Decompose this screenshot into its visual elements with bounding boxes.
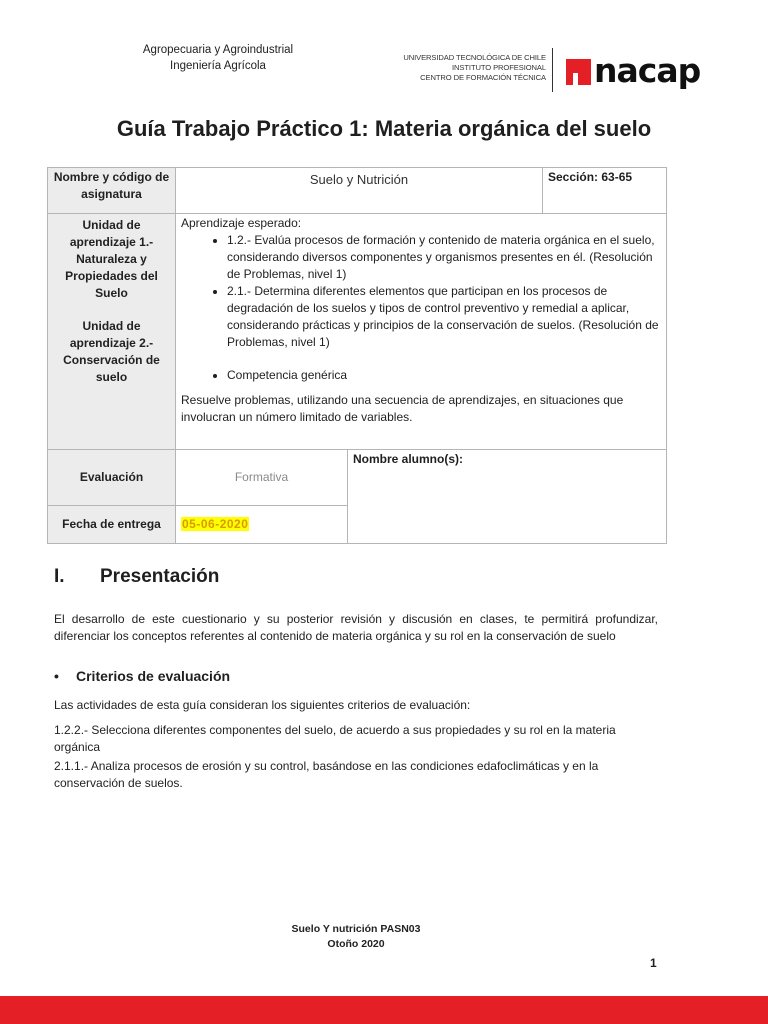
footer-course-code: Suelo Y nutrición PASN03 — [291, 923, 421, 935]
competence-text: Resuelve problemas, utilizando una secuencia de aprendizajes, en situaciones que involucran un número limitado de variables. — [181, 393, 624, 424]
page-number: 1 — [650, 956, 657, 970]
inacap-logo — [566, 51, 706, 91]
due-date-value: 05-06-2020 — [182, 517, 249, 531]
subject-value: Suelo y Nutrición — [176, 168, 543, 214]
expected-learning-cell — [176, 214, 667, 450]
department-name: Agropecuaria y Agroindustrial — [142, 44, 294, 56]
criteria-item-2: 2.1.1.- Analiza procesos de erosión y su control, basándose en las condiciones edafoclimáticas y en la conservación de suelos. — [54, 759, 599, 790]
criteria-intro: Las actividades de esta guía consideran los siguientes criterios de evaluación: — [54, 698, 471, 712]
unit-2-label: Unidad de aprendizaje 2.- Conservación de suelo — [63, 319, 160, 384]
institution-line-1: UNIVERSIDAD TECNOLÓGICA DE CHILE — [403, 53, 546, 62]
due-date-label: Fecha de entrega — [48, 506, 176, 544]
footer-brand-bar — [0, 996, 768, 1024]
document-header-left — [120, 42, 316, 74]
section-number: I. — [54, 566, 65, 587]
evaluation-value: Formativa — [176, 450, 348, 506]
evaluation-label: Evaluación — [48, 450, 176, 506]
learning-items-list — [181, 232, 661, 351]
page-footer — [0, 922, 712, 952]
career-name: Ingeniería Agrícola — [170, 60, 266, 72]
due-date-cell — [176, 506, 348, 544]
section-title: Presentación — [100, 566, 220, 587]
criteria-title: Criterios de evaluación — [76, 668, 231, 684]
criteria-heading — [54, 668, 230, 684]
logo-mark-icon — [566, 59, 591, 85]
criteria-item-1: 1.2.2.- Selecciona diferentes componentes del suelo, de acuerdo a sus propiedades y su rol en la materia orgánica — [54, 723, 616, 754]
subject-label: Nombre y código de asignatura — [48, 168, 176, 214]
institution-line-3: CENTRO DE FORMACIÓN TÉCNICA — [420, 73, 546, 82]
generic-competence: • Competencia genérica — [227, 367, 661, 384]
bullet-icon: • — [54, 668, 59, 684]
unit-1-label: Unidad de aprendizaje 1.- Naturaleza y Propiedades del Suelo — [65, 218, 158, 300]
section-heading — [54, 566, 219, 588]
logo-wordmark: nacap — [594, 51, 701, 90]
generic-competence-list — [181, 367, 661, 384]
learning-units-cell — [48, 214, 176, 450]
header-divider — [552, 48, 553, 92]
section-label: Sección: 63-65 — [543, 168, 667, 214]
expected-learning-label: Aprendizaje esperado: — [181, 216, 302, 230]
footer-term: Otoño 2020 — [327, 938, 385, 950]
document-title: Guía Trabajo Práctico 1: Materia orgánica del suelo — [116, 116, 652, 141]
student-name-label: Nombre alumno(s): — [353, 452, 464, 466]
institution-line-2: INSTITUTO PROFESIONAL — [452, 63, 546, 72]
learning-item: • 2.1.- Determina diferentes elementos que participan en los procesos de degradación de los suelos y tipos de control preventivo y remedial a aplicar, considerando prácticas y principios de la conservación de suelos. (Resolución de Problemas, nivel 1) — [227, 283, 661, 351]
institution-lines — [400, 53, 546, 83]
presentation-paragraph: El desarrollo de este cuestionario y su posterior revisión y discusión en clases, te permitirá profundizar, diferenciar los conceptos referentes al contenido de materia orgánica y su rol en la conservación de suelo — [54, 612, 658, 643]
student-name-field[interactable] — [348, 450, 667, 544]
course-info-table — [47, 167, 667, 544]
learning-item: • 1.2.- Evalúa procesos de formación y contenido de materia orgánica en el suelo, considerando diversos componentes y organismos presentes en él. (Resolución de Problemas, nivel 1) — [227, 232, 661, 283]
